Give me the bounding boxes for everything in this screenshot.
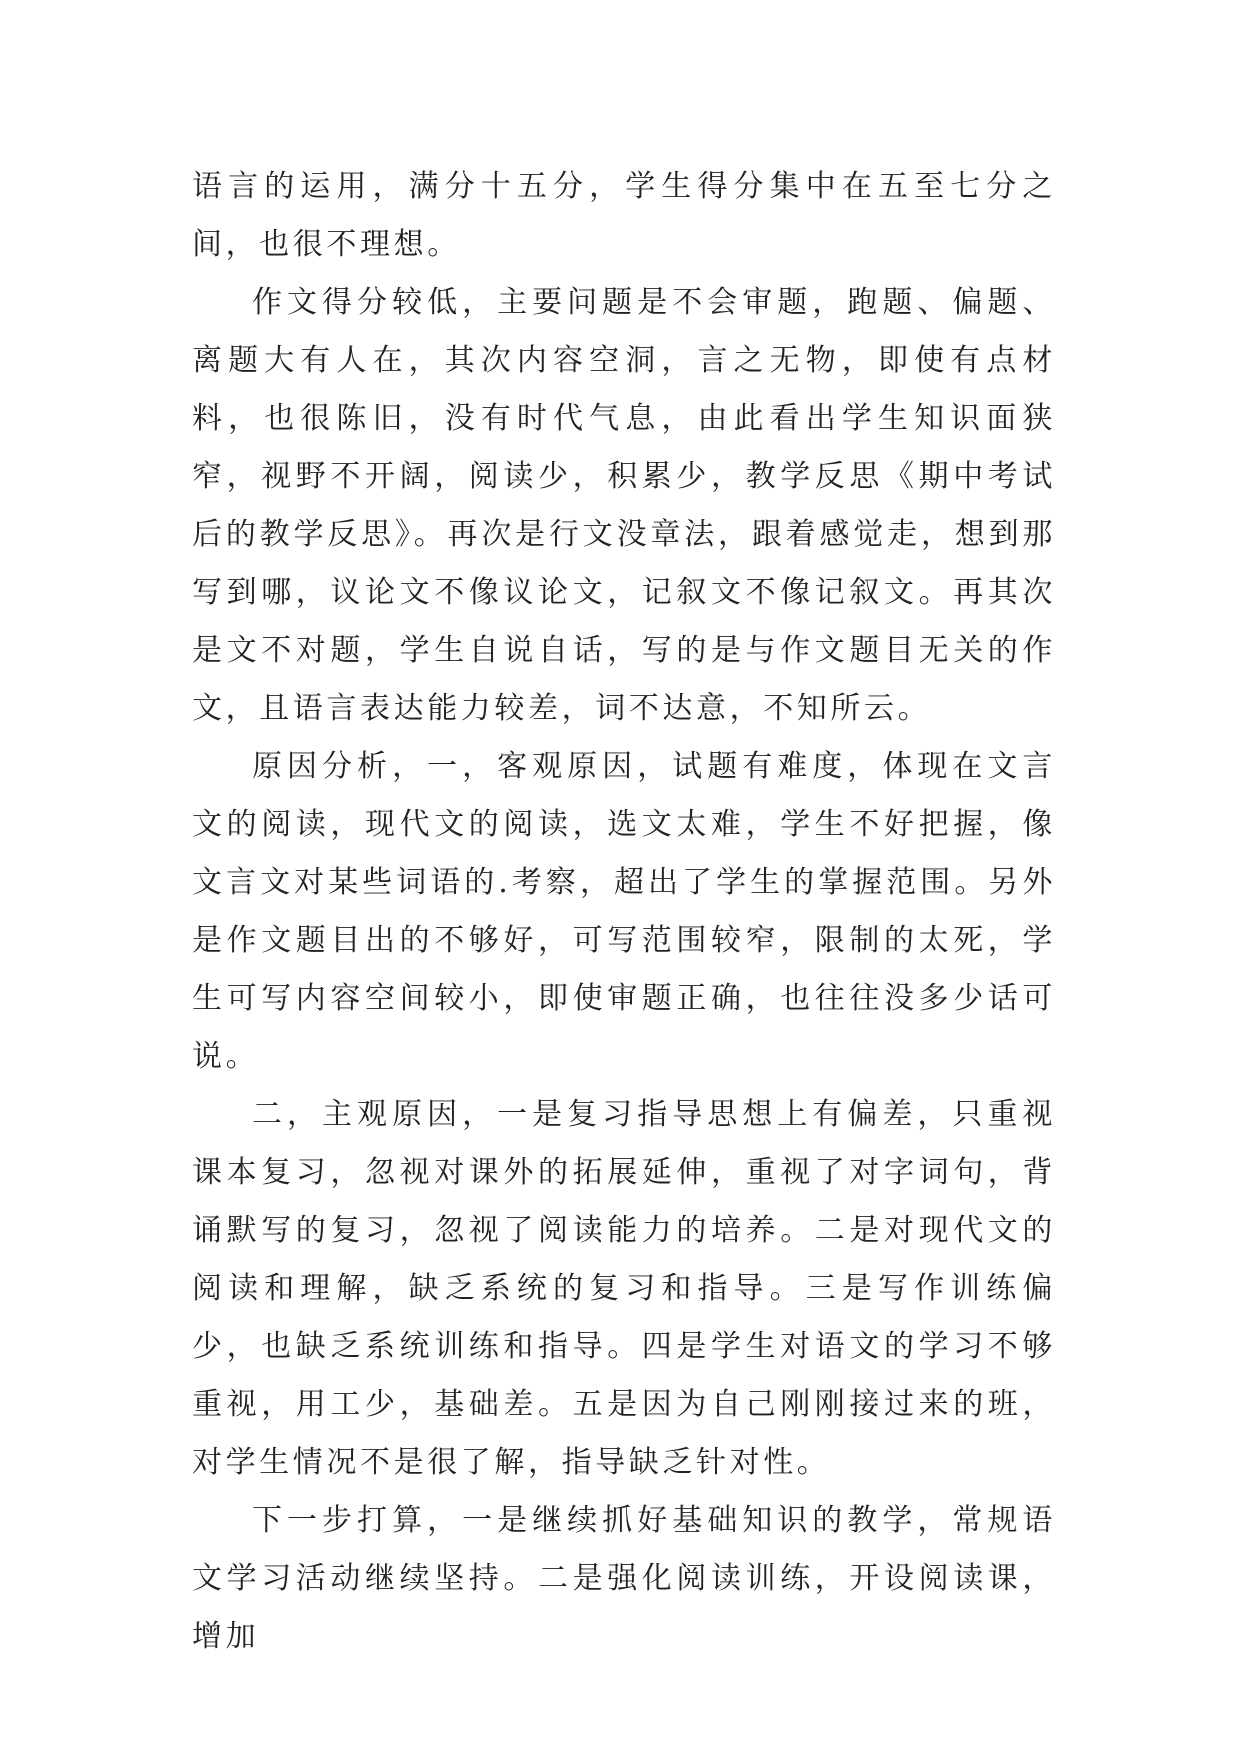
paragraph-subjective-reasons: 二，主观原因，一是复习指导思想上有偏差，只重视课本复习，忽视对课外的拓展延伸，重视了对字词句，背诵默写的复习，忽视了阅读能力的培养。二是对现代文的阅读和理解，缺乏系统的复习和指导。三是写作训练偏少，也缺乏系统训练和指导。四是学生对语文的学习不够重视，用工少，基础差。五是因为自己刚刚接过来的班，对学生情况不是很了解，指导缺乏针对性。 xyxy=(192,1097,1056,1480)
paragraph-language-usage: 语言的运用，满分十五分，学生得分集中在五至七分之间，也很不理想。 xyxy=(192,169,1056,262)
document-body xyxy=(192,158,1056,1666)
paragraph-composition-analysis: 作文得分较低，主要问题是不会审题，跑题、偏题、离题大有人在，其次内容空洞，言之无物，即使有点材料，也很陈旧，没有时代气息，由此看出学生知识面狭窄，视野不开阔，阅读少，积累少，教学反思《期中考试后的教学反思》。再次是行文没章法，跟着感觉走，想到那写到哪，议论文不像议论文，记叙文不像记叙文。再其次是文不对题，学生自说自话，写的是与作文题目无关的作文，且语言表达能力较差，词不达意，不知所云。 xyxy=(192,285,1056,726)
paragraph-objective-reasons: 原因分析，一，客观原因，试题有难度，体现在文言文的阅读，现代文的阅读，选文太难，学生不好把握，像文言文对某些词语的.考察，超出了学生的掌握范围。另外是作文题目出的不够好，可写范围较窄，限制的太死，学生可写内容空间较小，即使审题正确，也往往没多少话可说。 xyxy=(192,749,1056,1074)
paragraph-next-steps: 下一步打算，一是继续抓好基础知识的教学，常规语文学习活动继续坚持。二是强化阅读训练，开设阅读课，增加 xyxy=(192,1503,1056,1654)
